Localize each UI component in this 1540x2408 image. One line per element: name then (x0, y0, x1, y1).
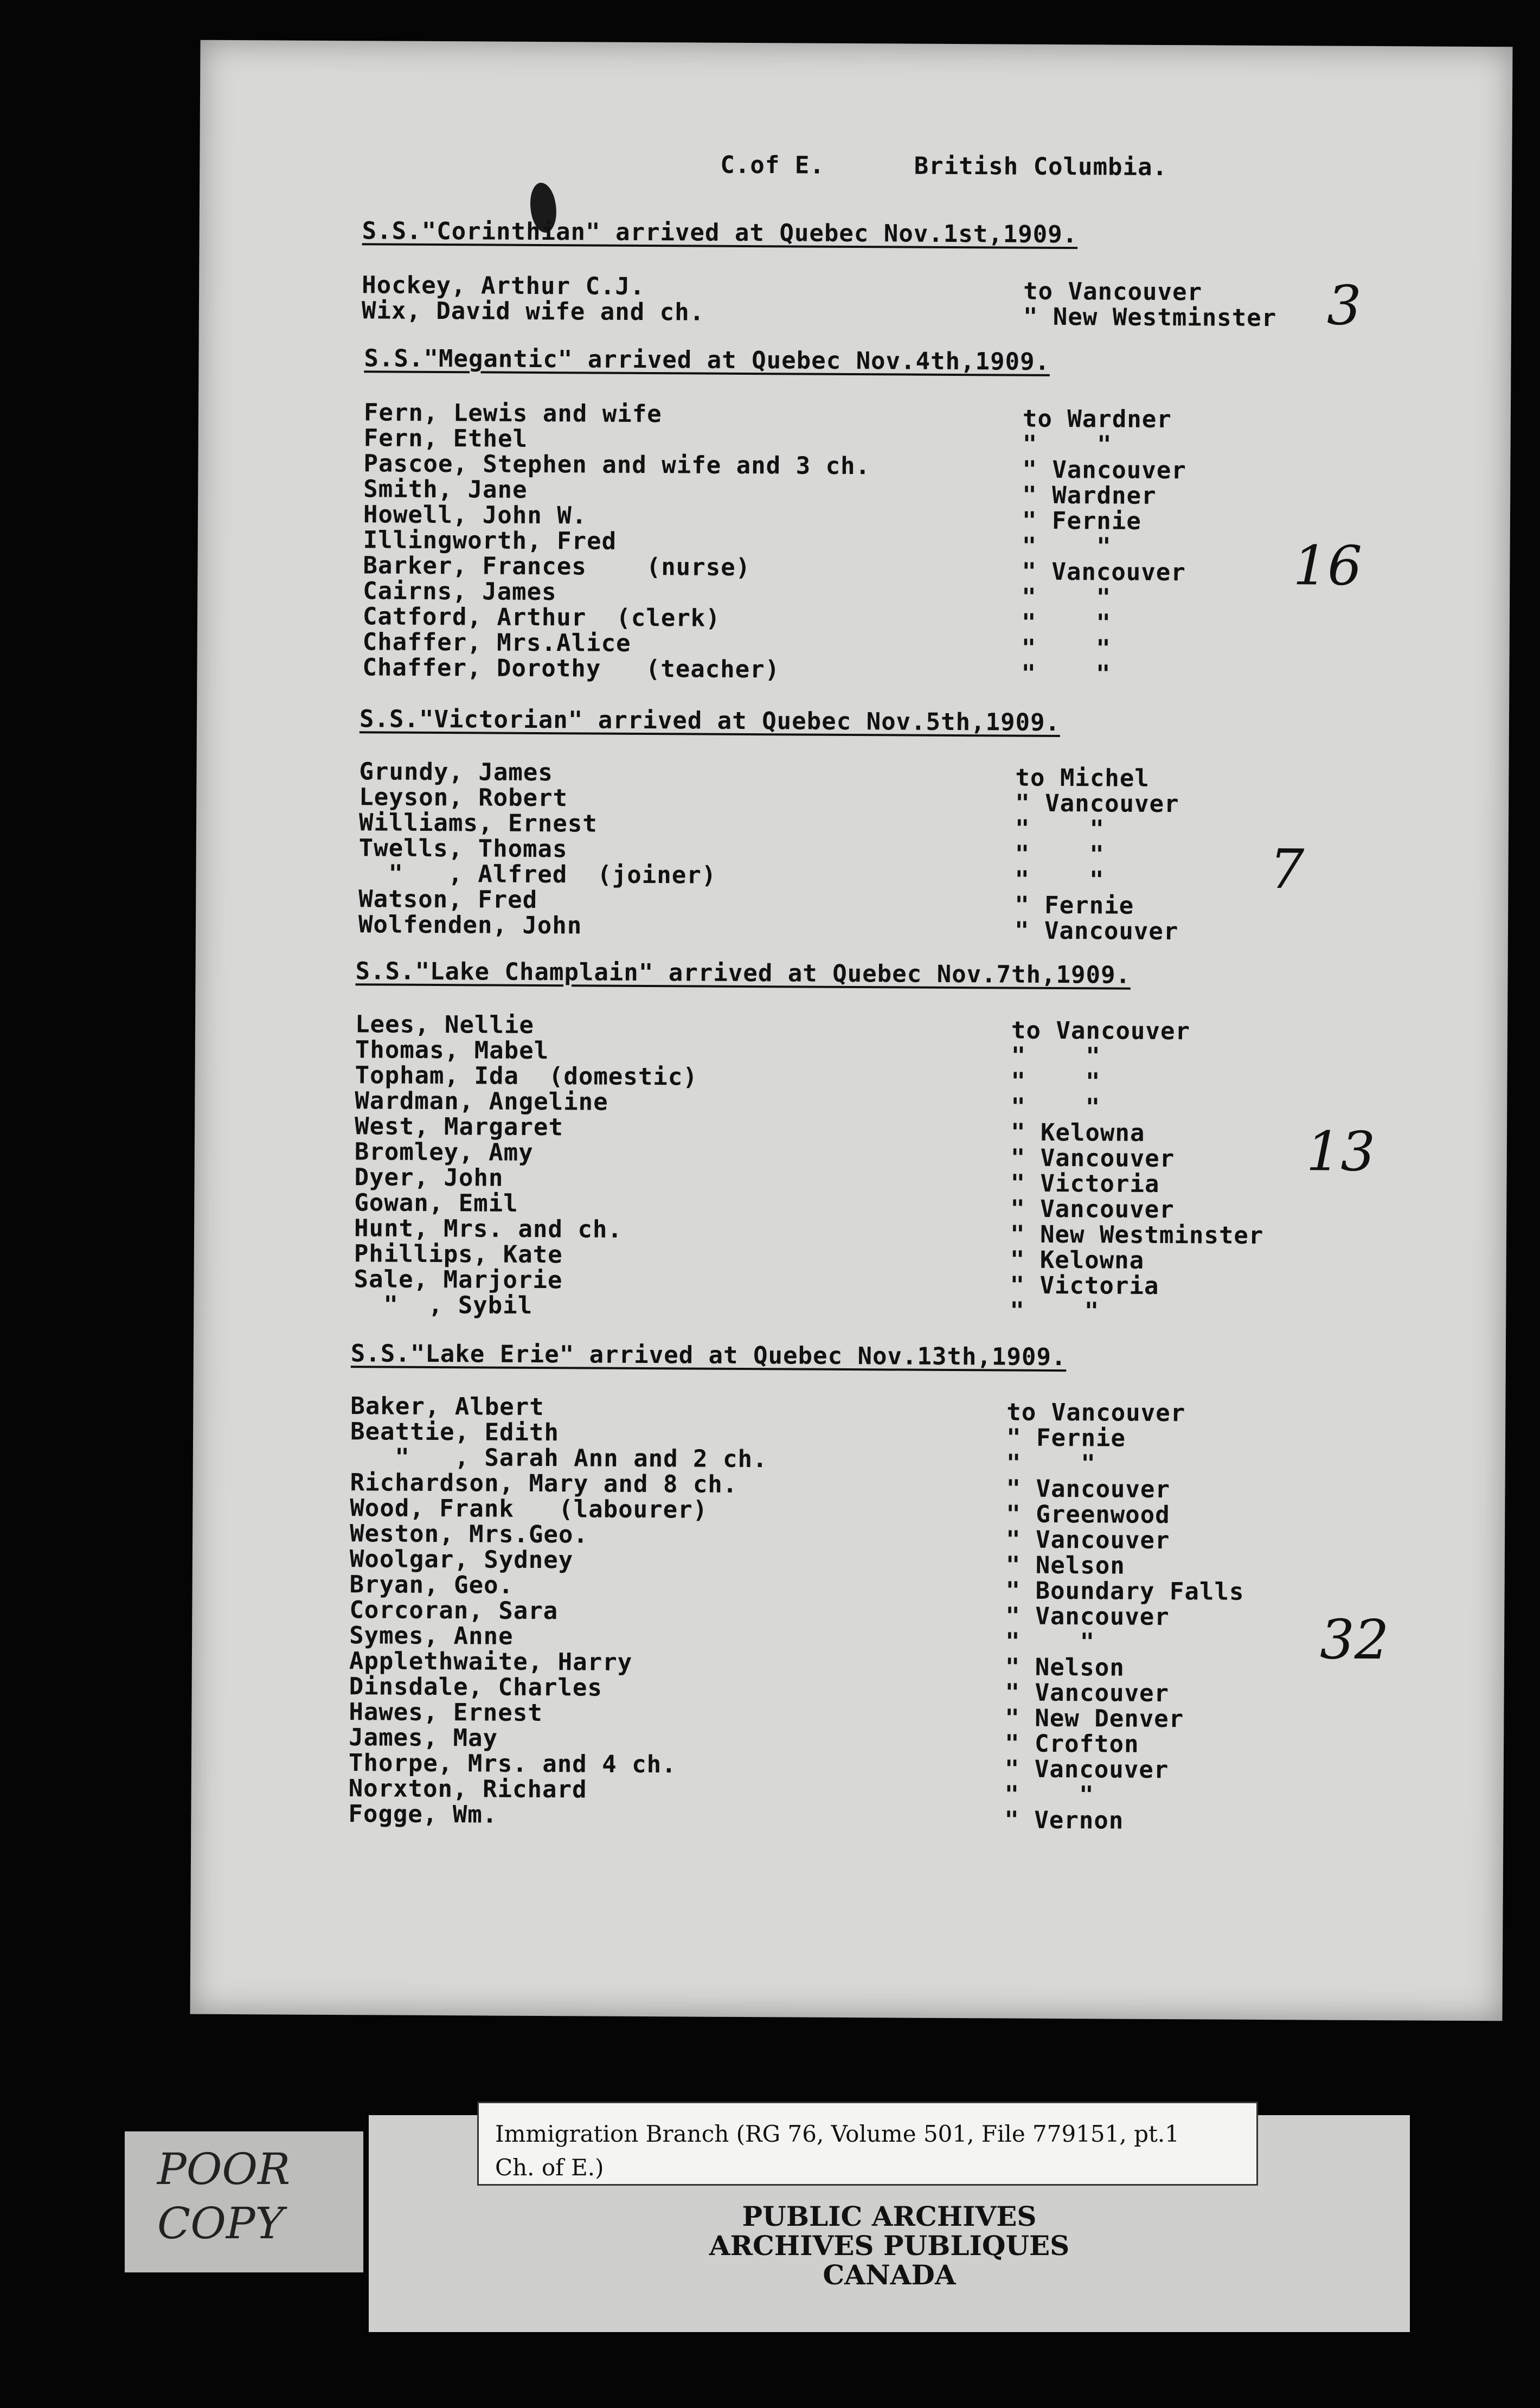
passenger-dest: " " (1005, 1628, 1095, 1656)
passenger-name: Williams, Ernest (358, 809, 598, 838)
passenger-dest: " Vernon (1004, 1806, 1124, 1835)
passenger-name: Gowan, Emil (354, 1189, 518, 1218)
passenger-name: Wardman, Angeline (355, 1087, 608, 1116)
passenger-name: Lees, Nellie (355, 1010, 535, 1039)
tally-count: 7 (1269, 837, 1305, 901)
tally-count: 32 (1319, 1608, 1389, 1672)
passenger-dest: " " (1022, 430, 1112, 459)
archives-line: ARCHIVES PUBLIQUES (709, 2230, 1070, 2262)
section-title: S.S."Victorian" arrived at Quebec Nov.5th,1909. (359, 705, 1061, 737)
passenger-name: Topham, Ida (domestic) (355, 1061, 698, 1091)
document-page (190, 40, 1512, 2021)
passenger-dest: " Fernie (1006, 1424, 1126, 1452)
passenger-dest: " New Denver (1005, 1704, 1184, 1733)
passenger-dest: " Vancouver (1010, 1144, 1175, 1173)
passenger-name: Norxton, Richard (348, 1775, 587, 1804)
passenger-dest: " Vancouver (1004, 1755, 1169, 1784)
passenger-dest: " " (1021, 634, 1111, 663)
passenger-dest: " New Westminster (1010, 1220, 1264, 1250)
stamp-line: COPY (157, 2198, 284, 2249)
passenger-dest: " Greenwood (1006, 1500, 1170, 1529)
passenger-dest: " Victoria (1010, 1271, 1159, 1300)
passenger-name: Fern, Ethel (363, 424, 528, 453)
passenger-dest: " Vancouver (1015, 789, 1179, 818)
label-line: Ch. of E.) (495, 2154, 604, 2181)
section-title: S.S."Lake Erie" arrived at Quebec Nov.13th,1909. (350, 1340, 1067, 1372)
passenger-dest: " Nelson (1005, 1653, 1125, 1682)
passenger-dest: " " (1004, 1781, 1094, 1809)
passenger-name: Dinsdale, Charles (349, 1673, 603, 1702)
passenger-name: Chaffer, Dorothy (teacher) (362, 654, 780, 684)
passenger-dest: " Vancouver (1005, 1679, 1170, 1708)
passenger-dest: " New Westminster (1023, 303, 1277, 332)
passenger-name: Weston, Mrs.Geo. (349, 1520, 589, 1549)
passenger-dest: " Wardner (1022, 481, 1157, 510)
passenger-dest: to Michel (1015, 764, 1150, 792)
passenger-name: " , Sarah Ann and 2 ch. (350, 1443, 768, 1474)
passenger-name: Corcoran, Sara (349, 1596, 559, 1625)
passenger-name: Phillips, Kate (354, 1240, 563, 1269)
passenger-name: James, May (349, 1724, 498, 1752)
passenger-name: West, Margaret (354, 1112, 564, 1142)
passenger-dest: " Vancouver (1005, 1602, 1170, 1631)
passenger-name: Thomas, Mabel (355, 1036, 549, 1065)
passenger-dest: " Nelson (1005, 1551, 1125, 1580)
archives-line: PUBLIC ARCHIVES (742, 2200, 1037, 2232)
section-title: S.S."Lake Champlain" arrived at Quebec Nov.7th,1909. (355, 957, 1131, 989)
reference-label (477, 2102, 1258, 2186)
passenger-name: Illingworth, Fred (363, 526, 617, 555)
passenger-name: Bromley, Amy (354, 1138, 534, 1167)
passenger-dest: " Vancouver (1010, 1195, 1175, 1224)
stamp-line: POOR (157, 2144, 291, 2194)
passenger-name: Catford, Arthur (clerk) (362, 603, 721, 632)
passenger-name: Bryan, Geo. (349, 1571, 514, 1599)
passenger-dest: " " (1015, 866, 1105, 894)
passenger-name: Symes, Anne (349, 1622, 514, 1650)
passenger-name: Fogge, Wm. (348, 1800, 498, 1829)
passenger-name: Grundy, James (359, 758, 553, 787)
passenger-dest: " Vancouver (1022, 456, 1186, 485)
passenger-dest: " Vancouver (1022, 558, 1186, 587)
label-line: Immigration Branch (RG 76, Volume 501, File 779151, pt.1 (495, 2121, 1179, 2147)
passenger-dest: " Vancouver (1005, 1526, 1170, 1555)
passenger-dest: " " (1006, 1449, 1096, 1478)
passenger-name: Wolfenden, John (358, 911, 582, 940)
passenger-dest: to Vancouver (1011, 1016, 1191, 1046)
section-title: S.S."Megantic" arrived at Quebec Nov.4th,1909. (364, 344, 1050, 376)
passenger-name: Leyson, Robert (359, 783, 568, 812)
passenger-dest: to Vancouver (1023, 277, 1203, 306)
passenger-name: Dyer, John (354, 1163, 504, 1192)
passenger-name: " , Alfred (joiner) (358, 860, 717, 889)
passenger-name: Hawes, Ernest (349, 1698, 543, 1727)
passenger-name: Hunt, Mrs. and ch. (354, 1214, 623, 1244)
tally-count: 3 (1326, 273, 1362, 337)
passenger-dest: " " (1011, 1093, 1101, 1122)
passenger-dest: to Wardner (1022, 405, 1172, 434)
passenger-dest: " Vancouver (1006, 1475, 1171, 1504)
passenger-dest: " " (1021, 659, 1111, 688)
passenger-dest: " " (1022, 532, 1112, 561)
passenger-name: Howell, John W. (363, 501, 587, 530)
passenger-dest: " Boundary Falls (1005, 1577, 1244, 1606)
passenger-name: Richardson, Mary and 8 ch. (350, 1469, 738, 1498)
page-header: C.of E. British Columbia. (720, 151, 1168, 182)
passenger-dest: " Kelowna (1010, 1118, 1145, 1147)
passenger-dest: " " (1010, 1297, 1100, 1325)
passenger-name: Woolgar, Sydney (349, 1545, 574, 1574)
passenger-dest: to Vancouver (1006, 1398, 1186, 1427)
passenger-name: Smith, Jane (363, 475, 528, 504)
archives-line: CANADA (823, 2259, 956, 2291)
passenger-name: Barker, Frances (nurse) (363, 552, 751, 582)
passenger-dest: " Vancouver (1014, 917, 1179, 946)
tally-count: 16 (1293, 534, 1363, 598)
section-title: S.S."Corinthian" arrived at Quebec Nov.1st,1909. (362, 217, 1078, 249)
passenger-name: Chaffer, Mrs.Alice (362, 628, 631, 657)
archives-stamp (369, 2202, 1410, 2290)
passenger-dest: " Fernie (1022, 507, 1141, 535)
tally-count: 13 (1306, 1119, 1376, 1184)
passenger-name: Hockey, Arthur C.J. (362, 271, 645, 300)
passenger-dest: " Crofton (1004, 1730, 1139, 1758)
passenger-dest: " " (1015, 815, 1105, 843)
passenger-dest: " " (1011, 1067, 1101, 1096)
passenger-name: " , Sybil (354, 1291, 533, 1320)
passenger-name: Pascoe, Stephen and wife and 3 ch. (363, 450, 871, 481)
passenger-name: Thorpe, Mrs. and 4 ch. (348, 1749, 677, 1779)
passenger-name: Applethwaite, Harry (349, 1647, 633, 1676)
passenger-name: Twells, Thomas (358, 834, 568, 863)
passenger-dest: " " (1021, 609, 1112, 637)
passenger-dest: " " (1015, 840, 1105, 869)
passenger-name: Cairns, James (363, 577, 557, 606)
passenger-dest: " " (1022, 583, 1112, 612)
passenger-name: Baker, Albert (350, 1392, 544, 1421)
passenger-dest: " " (1011, 1042, 1101, 1071)
passenger-dest: " Fernie (1015, 891, 1134, 920)
passenger-name: Fern, Lewis and wife (363, 399, 662, 428)
passenger-name: Beattie, Edith (350, 1418, 560, 1447)
passenger-name: Wix, David wife and ch. (361, 297, 705, 326)
poor-copy-stamp (125, 2131, 363, 2272)
passenger-name: Wood, Frank (labourer) (350, 1494, 708, 1524)
passenger-dest: " Kelowna (1010, 1246, 1145, 1275)
passenger-name: Watson, Fred (358, 885, 538, 914)
passenger-name: Sale, Marjorie (354, 1265, 563, 1295)
passenger-dest: " Victoria (1010, 1169, 1160, 1198)
